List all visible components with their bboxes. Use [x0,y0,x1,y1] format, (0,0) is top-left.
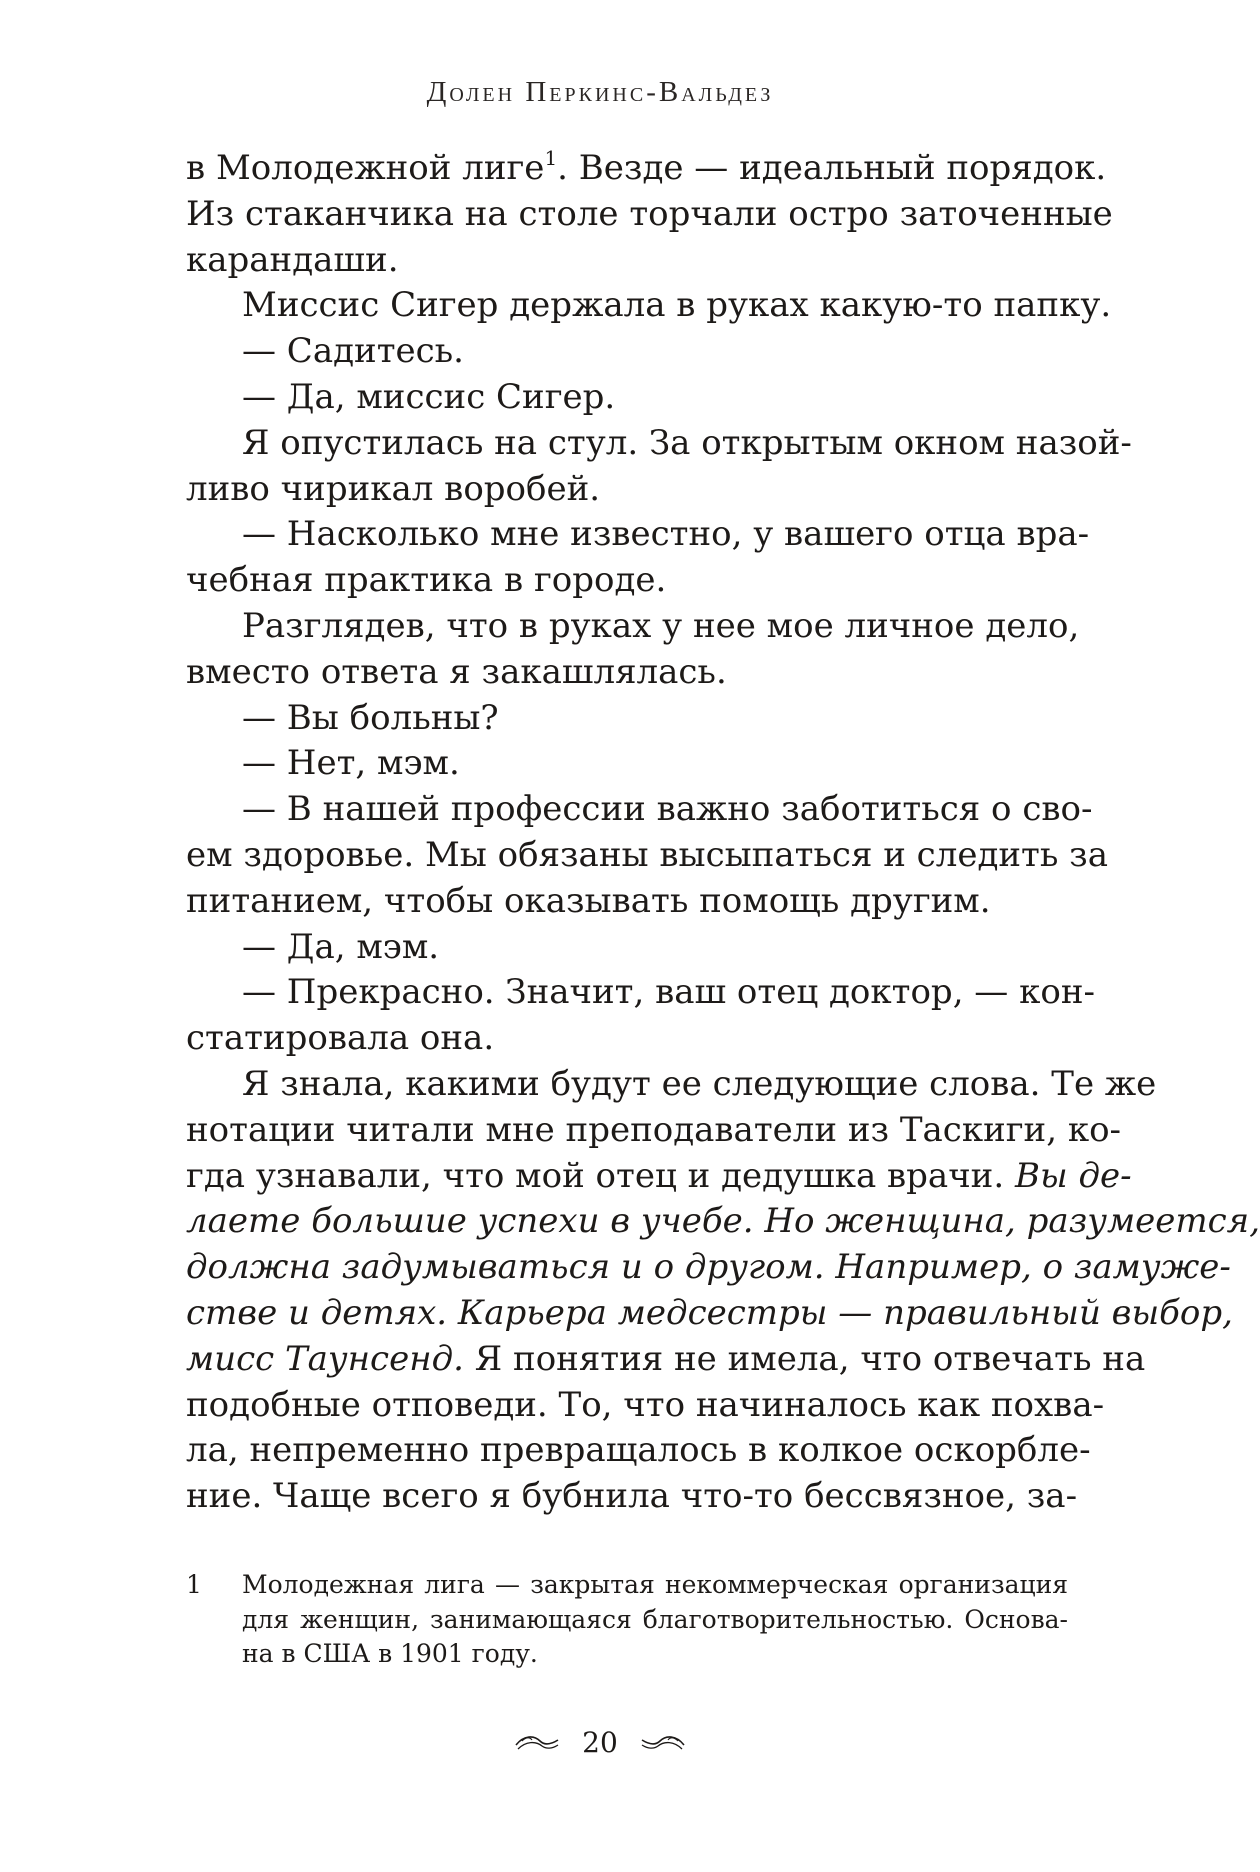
line-text: — Да, миссис Сигер. [242,376,616,417]
text-line [186,1383,1105,1429]
body-text [186,146,1260,1520]
right-flourish-icon [640,1731,686,1753]
line-text-continued: Я понятия не имела, что отвечать на [463,1338,1146,1379]
text-line [186,787,1093,833]
line-text: гда узнавали, что мой отец и дедушка врачи. [186,1155,1015,1196]
italic-text: стве и детях. Карьера медсестры — правильный выбор, [186,1292,1233,1333]
footnote-marker: 1 [186,1570,202,1599]
footnote [186,1568,1068,1672]
footnote-line: для женщин, занимающаяся благотворительностью. Основа- [242,1604,1068,1634]
line-text: в Молодежной лиге [186,148,545,188]
line-text: — Садитесь. [242,331,464,372]
text-line [186,1291,1233,1337]
text-line [186,283,1112,329]
page-number: 20 [582,1725,618,1759]
text-line [186,1245,1231,1291]
text-line [186,1199,1260,1245]
line-text: Разглядев, что в руках у нее мое личное дело, [242,605,1080,646]
line-text: — Насколько мне известно, у вашего отца вра- [242,514,1090,555]
text-line [186,467,1068,513]
text-line [186,970,1095,1016]
line-text: Я знала, какими будут ее следующие слова. Те же [242,1063,1157,1104]
footnote-line: Молодежная лига — закрытая некоммерческая организация [242,1570,1068,1599]
line-text: — Нет, мэм. [242,743,460,784]
text-line [186,512,1090,558]
line-text: — В нашей профессии важно заботиться о сво- [242,789,1093,830]
text-line [186,421,1132,467]
line-text: вместо ответа я закашлялась. [186,651,727,692]
text-line [186,925,1068,971]
text-line [186,1062,1157,1108]
line-text: Миссис Сигер держала в руках какую-то папку. [242,285,1112,326]
running-head: Долен Перкинс-Вальдез [426,76,774,108]
text-line [186,558,1068,604]
line-text: ливо чирикал воробей. [186,468,601,509]
text-line [186,329,1068,375]
left-flourish-icon [514,1731,560,1753]
italic-text: должна задумываться и о другом. Например, о замуже- [186,1247,1231,1288]
line-text: питанием, чтобы оказывать помощь другим. [186,880,991,921]
line-text: подобные отповеди. То, что начиналось как похва- [186,1384,1105,1425]
text-line [186,1474,1078,1520]
italic-text: мисс Таунсенд. [186,1338,464,1379]
line-text: чебная практика в городе. [186,560,667,601]
line-text: ем здоровье. Мы обязаны высыпаться и следить за [186,834,1108,875]
line-text: нотации читали мне преподаватели из Таскиги, ко- [186,1109,1122,1150]
line-text: — Да, мэм. [242,926,440,967]
line-text: Я опустилась на стул. За открытым окном назой- [242,422,1132,463]
text-line [186,238,1068,284]
line-text: — Прекрасно. Значит, ваш отец доктор, — кон- [242,972,1095,1013]
line-text: статировала она. [186,1018,495,1059]
text-line [186,1108,1122,1154]
italic-text: Вы де- [1014,1155,1132,1196]
line-text: ние. Чаще всего я бубнила что-то бессвязное, за- [186,1476,1078,1517]
line-text-continued: . Везде — идеальный порядок. [557,148,1107,188]
text-line [186,604,1080,650]
text-line [186,741,1068,787]
text-line [186,1428,1091,1474]
footnote-line: на в США в 1901 году. [242,1639,538,1668]
line-text: ла, непременно превращалось в колкое оскорбле- [186,1430,1091,1471]
text-line [186,833,1108,879]
text-line [186,879,1068,925]
text-line [186,375,1068,421]
text-line [186,146,1107,192]
text-line [186,192,1113,238]
text-line [186,696,1068,742]
footnote-reference[interactable]: 1 [544,146,558,170]
text-line [186,1154,1132,1200]
line-text: Из стаканчика на столе торчали остро заточенные [186,193,1113,234]
text-line [186,1016,1068,1062]
line-text: карандаши. [186,239,399,280]
italic-text: лаете большие успехи в учебе. Но женщина, разумеется, [186,1201,1260,1242]
line-text: — Вы больны? [242,697,499,738]
text-line [186,650,1068,696]
page-footer [0,1722,1200,1762]
text-line [186,1337,1146,1383]
